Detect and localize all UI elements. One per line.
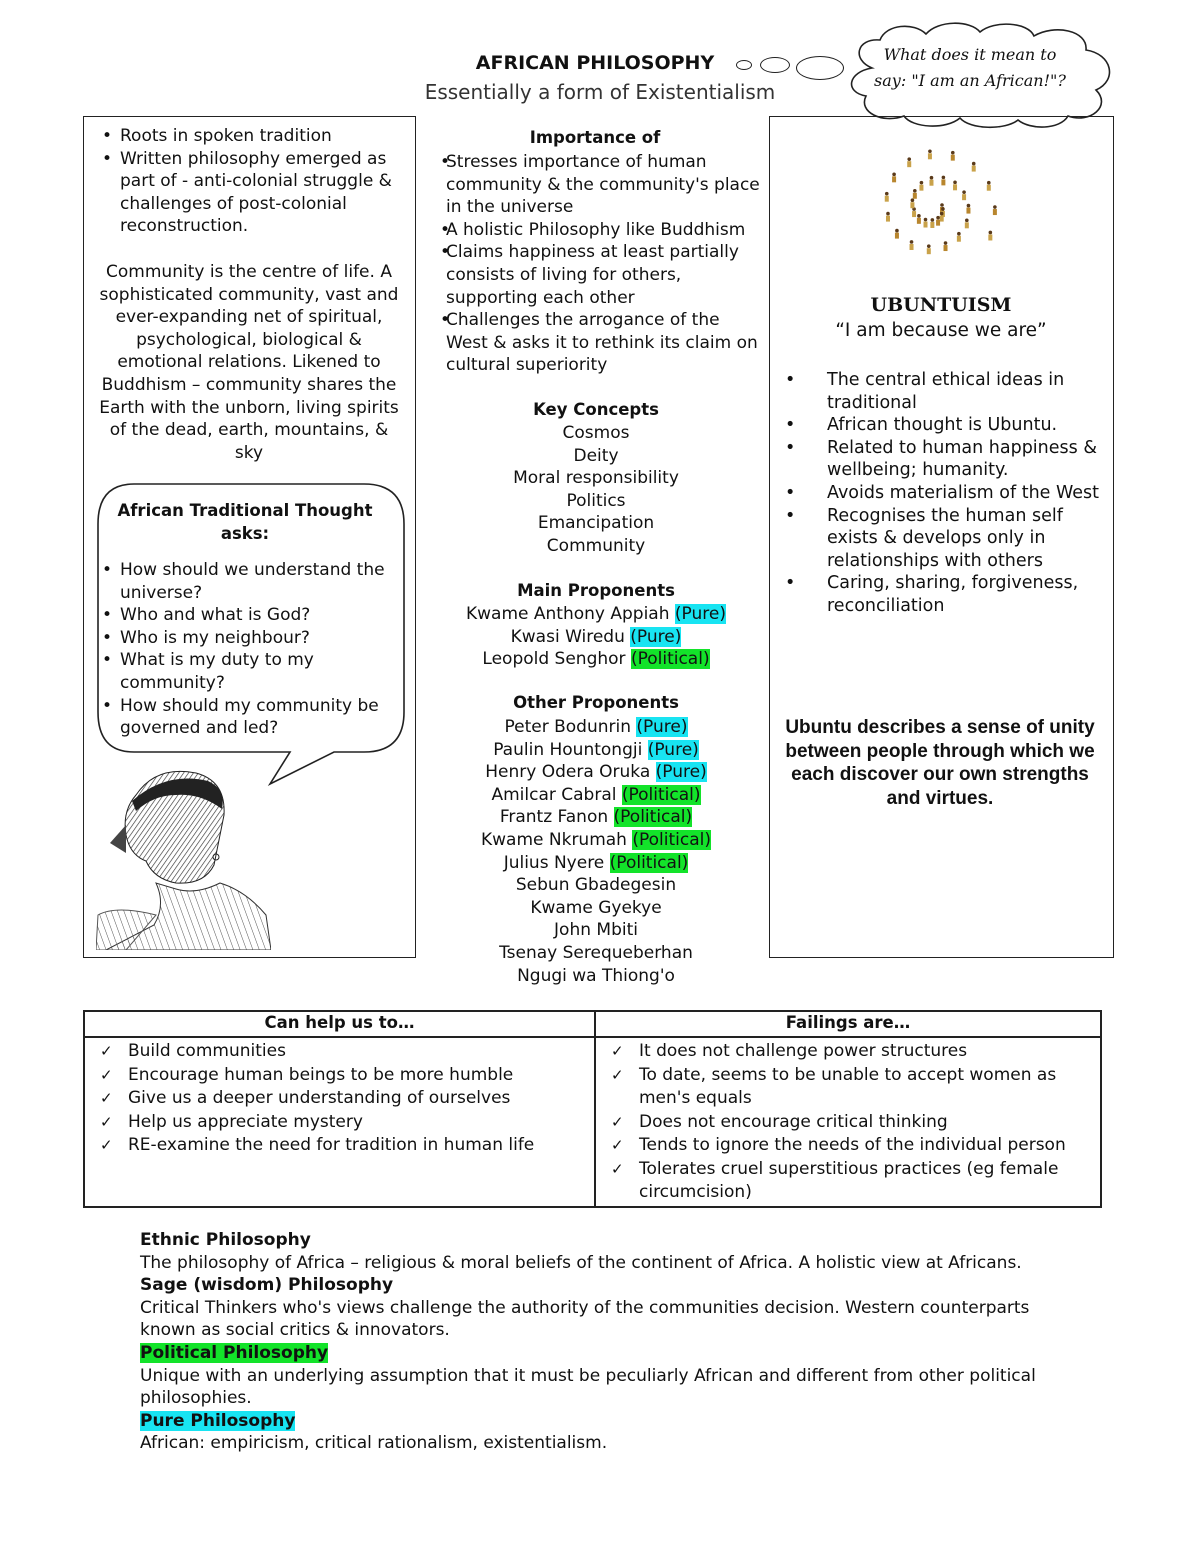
ubuntuism-motto: “I am because we are” [835, 320, 1047, 341]
community-paragraph: Community is the centre of life. A sophisticated community, vast and ever-expanding net of spiritual, psychological, biological & emotional relations. Likened to Buddhism – community shares the Earth with the unborn, living spirits of the dead, earth, mountains, & sky [99, 262, 399, 463]
main-proponents-heading: Main Proponents [517, 581, 675, 600]
list-item: • Recognises the human self exists & develops only in relationships with others [771, 505, 1101, 573]
failings-header: Failings are… [595, 1011, 1101, 1037]
list-item: ✓ Does not encourage critical thinking [597, 1111, 1099, 1135]
list-item: • Who is my neighbour? [100, 627, 398, 650]
definition-term: Sage (wisdom) Philosophy [140, 1275, 394, 1296]
key-concepts-list [431, 422, 761, 558]
figure-icon [917, 214, 921, 224]
helps-cell [84, 1037, 595, 1207]
figure-icon [913, 189, 917, 199]
figure-icon [927, 244, 931, 254]
figure-icon [936, 216, 940, 226]
key-concepts-heading: Key Concepts [533, 400, 659, 419]
definition-term: Pure Philosophy [140, 1410, 296, 1431]
failings-list [597, 1040, 1099, 1205]
concept-item: Emancipation [537, 513, 655, 534]
failings-cell [595, 1037, 1101, 1207]
definition-text: The philosophy of Africa – religious & moral beliefs of the continent of Africa. A holistic view at Africans. [140, 1252, 1022, 1273]
proponent-item: Henry Odera Oruka (Pure) [485, 762, 707, 783]
definition-text: Unique with an underlying assumption that it must be peculiarly African and different from other political philosophies. [140, 1365, 1036, 1409]
list-item: • Avoids materialism of the West [771, 482, 1101, 505]
proponent-item: Leopold Senghor (Political) [482, 649, 710, 670]
helps-list [86, 1040, 593, 1158]
figure-icon [966, 204, 970, 214]
figure-icon [993, 205, 997, 215]
thought-dot-large [796, 56, 844, 80]
proponent-item: Kwame Anthony Appiah (Pure) [466, 604, 726, 624]
list-item: ✓ Tends to ignore the needs of the individual person [597, 1134, 1099, 1158]
figure-icon [940, 212, 944, 222]
proponent-item: Sebun Gbadegesin [515, 875, 677, 896]
questions-list [100, 559, 398, 740]
list-item: ✓ To date, seems to be unable to accept women as men's equals [597, 1064, 1099, 1111]
list-item: ✓ Encourage human beings to be more humble [86, 1064, 593, 1088]
thought-dot-medium [760, 57, 790, 73]
proponent-item: Frantz Fanon (Political) [499, 807, 693, 828]
ubuntuism-heading: UBUNTUISM [870, 294, 1012, 316]
list-item: ✓ Help us appreciate mystery [86, 1111, 593, 1135]
roots-list [100, 125, 406, 238]
figure-icon [929, 176, 933, 186]
figure-icon [941, 176, 945, 186]
figure-icon [892, 173, 896, 183]
list-item: • Who and what is God? [100, 604, 398, 627]
figure-icon [988, 231, 992, 241]
proponent-item: Paulin Hountongji (Pure) [493, 739, 699, 760]
figure-icon [924, 218, 928, 228]
list-item: • Stresses importance of human community & the community's place in the universe [438, 151, 760, 219]
proponent-item: Ngugi wa Thiong'o [517, 965, 675, 986]
list-item: • Caring, sharing, forgiveness, reconciliation [771, 572, 1101, 617]
concept-item: Community [546, 535, 646, 556]
concept-item: Moral responsibility [513, 468, 679, 489]
speech-heading: African Traditional Thought asks: [117, 501, 373, 543]
figure-icon [987, 181, 991, 191]
list-item: • Claims happiness at least partially consists of living for others, supporting each other [438, 241, 760, 309]
figure-icon [907, 157, 911, 167]
page-title: AFRICAN PHILOSOPHY [475, 52, 715, 74]
comparison-table [83, 1010, 1102, 1208]
figure-icon [912, 207, 916, 217]
importance-heading: Importance of [529, 128, 661, 147]
proponent-item: Kwame Nkrumah (Political) [480, 829, 711, 850]
african-man-portrait-illustration [96, 765, 271, 950]
proponent-item: Kwasi Wiredu (Pure) [510, 626, 682, 647]
list-item: • Challenges the arrogance of the West & asks it to rethink its claim on cultural superiority [438, 309, 760, 377]
proponent-item: Julius Nyere (Political) [503, 852, 689, 873]
pure-tag: (Pure) [630, 626, 682, 647]
figure-icon [910, 198, 914, 208]
ubuntu-summary: Ubuntu describes a sense of unity between people through which we each discover our own strengths and virtues. [785, 717, 1095, 809]
thought-cloud-text: What does it mean to say: "I am an African!"? [874, 45, 1066, 90]
list-item: ✓ Give us a deeper understanding of ourselves [86, 1087, 593, 1111]
proponent-item: John Mbiti [554, 920, 638, 941]
list-item: ✓ Build communities [86, 1040, 593, 1064]
figure-icon [885, 192, 889, 202]
figure-icon [957, 232, 961, 242]
concept-item: Cosmos [562, 423, 630, 443]
list-item: • What is my duty to my community? [100, 649, 398, 694]
people-spiral-illustration [868, 138, 1000, 278]
definition-term: Ethnic Philosophy [140, 1230, 311, 1250]
other-proponents-heading: Other Proponents [513, 693, 679, 712]
definitions-section [140, 1229, 1080, 1455]
figure-icon [953, 181, 957, 191]
figure-icon [930, 218, 934, 228]
list-item: • Related to human happiness & wellbeing; humanity. [771, 437, 1101, 482]
importance-list [438, 151, 760, 377]
figure-icon [962, 190, 966, 200]
figure-icon [944, 241, 948, 251]
list-item: • Roots in spoken tradition [100, 125, 406, 148]
list-item: • African thought is Ubuntu. [771, 414, 1101, 437]
definition-text: African: empiricism, critical rationalism, existentialism. [140, 1433, 608, 1454]
figure-icon [895, 229, 899, 239]
list-item: • Written philosophy emerged as part of - anti-colonial struggle & challenges of post-colonial reconstruction. [100, 148, 406, 238]
thought-dot-small [736, 60, 752, 70]
list-item: • The central ethical ideas in traditional [771, 369, 1101, 414]
helps-header: Can help us to… [84, 1011, 595, 1037]
figure-icon [972, 162, 976, 172]
proponent-item: Peter Bodunrin (Pure) [504, 717, 688, 737]
figure-icon [919, 181, 923, 191]
list-item: • A holistic Philosophy like Buddhism [438, 219, 760, 242]
political-tag: (Political) [630, 649, 710, 670]
figure-icon [951, 151, 955, 161]
pure-tag: (Pure) [674, 604, 726, 624]
figure-icon [928, 149, 932, 159]
list-item: ✓ RE-examine the need for tradition in human life [86, 1134, 593, 1158]
definition-text: Critical Thinkers who's views challenge the authority of the communities decision. Western counterparts known as social critics & innovators. [140, 1297, 1030, 1341]
ubuntu-list [771, 369, 1101, 618]
list-item: • How should we understand the universe? [100, 559, 398, 604]
proponent-item: Kwame Gyekye [530, 897, 662, 918]
concept-item: Deity [573, 445, 619, 466]
figure-icon [965, 219, 969, 229]
other-proponents-list [431, 716, 761, 987]
concept-item: Politics [566, 490, 626, 511]
list-item: ✓ It does not challenge power structures [597, 1040, 1099, 1064]
definition-term: Political Philosophy [140, 1342, 329, 1363]
proponent-item: Amilcar Cabral (Political) [491, 784, 701, 805]
page-subtitle: Essentially a form of Existentialism [424, 80, 776, 104]
proponent-item: Tsenay Serequeberhan [499, 942, 693, 963]
figure-icon [910, 240, 914, 250]
list-item: • How should my community be governed and led? [100, 695, 398, 740]
main-proponents-list [431, 603, 761, 671]
list-item: ✓ Tolerates cruel superstitious practices (eg female circumcision) [597, 1158, 1099, 1205]
figure-icon [886, 212, 890, 222]
